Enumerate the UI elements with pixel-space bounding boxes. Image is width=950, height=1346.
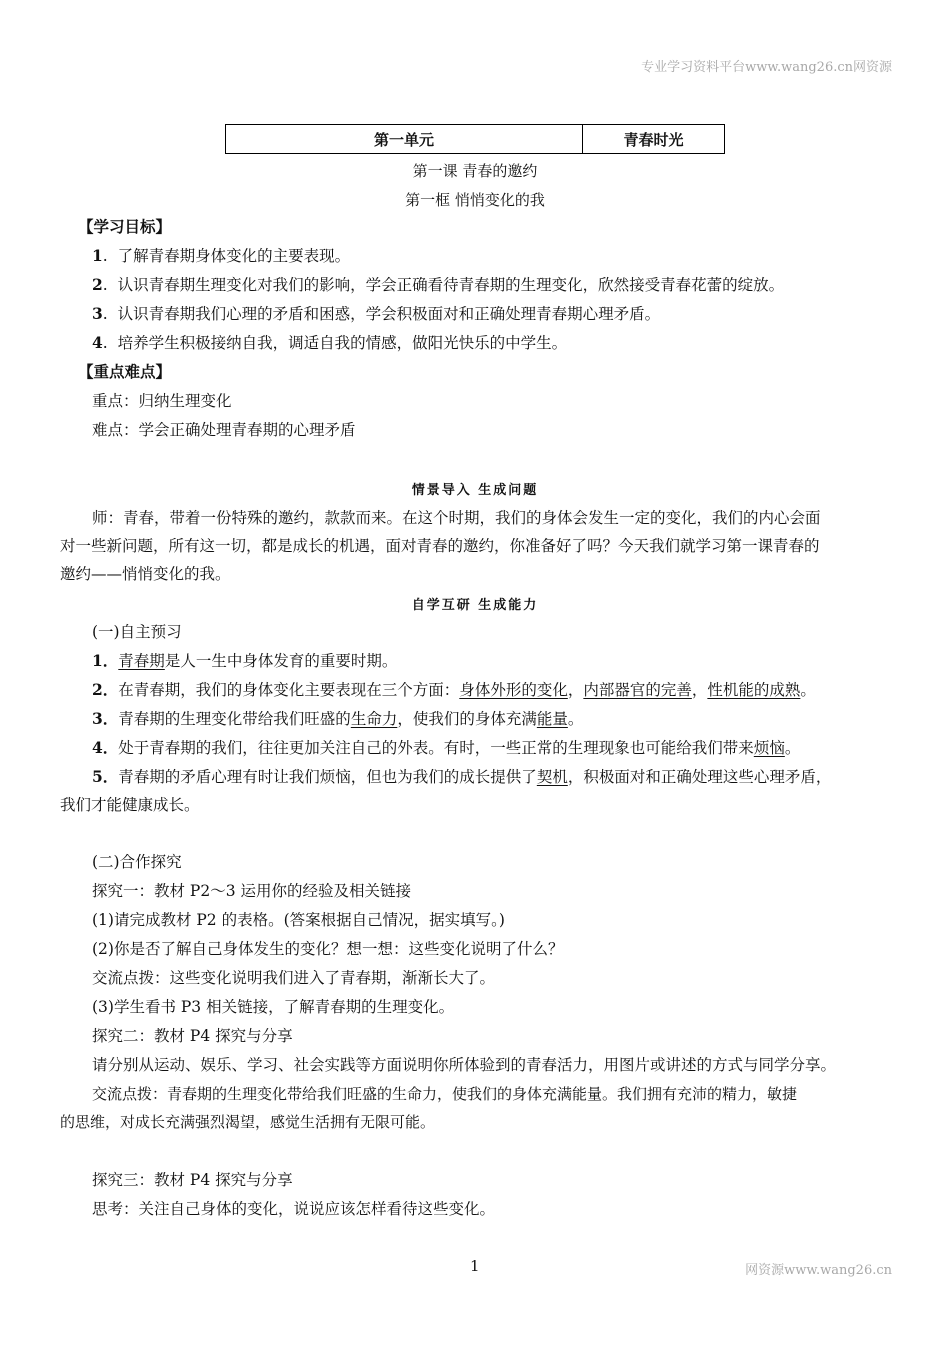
answer-blank: 青春期 <box>118 652 165 670</box>
key-point: 重点：归纳生理变化 <box>92 392 232 410</box>
answer-blank: 烦恼 <box>753 739 785 757</box>
objective-item: 1. 了解青春期身体变化的主要表现。 <box>92 246 351 265</box>
answer-blank: 生命力 <box>350 710 398 728</box>
intro-line: 邀约——悄悄变化的我。 <box>60 565 231 583</box>
inquiry-line: (1)请完成教材 P2 的表格。(答案根据自己情况，据实填写。) <box>92 911 505 929</box>
answer-blank: 性机能的成熟 <box>707 681 801 699</box>
inquiry-line: 探究三：教材 P4 探究与分享 <box>92 1171 293 1189</box>
objective-item: 2. 认识青春期生理变化对我们的影响，学会正确看待青春期的生理变化，欣然接受青春花蕾的绽放。 <box>92 275 785 294</box>
inquiry-line: 请分别从运动、娱乐、学习、社会实践等方面说明你所体验到的青春活力，用图片或讲述的方式与同学分享。 <box>92 1056 837 1074</box>
intro-line: 师：青春，带着一份特殊的邀约，款款而来。在这个时期，我们的身体会发生一定的变化，我们的内心会面 <box>92 509 821 527</box>
inquiry-line: 的思维，对成长充满强烈渴望，感觉生活拥有无限可能。 <box>60 1113 436 1131</box>
inquiry-line: (3)学生看书 P3 相关链接，了解青春期的生理变化。 <box>92 998 455 1016</box>
answer-blank: 身体外形的变化 <box>459 681 568 699</box>
unit-label: 第一单元 <box>226 125 583 153</box>
cooperate-subheading: (二)合作探究 <box>92 853 182 871</box>
keypoints-heading: 【重点难点】 <box>78 362 172 381</box>
preview-question-5: 5．青春期的矛盾心理有时让我们烦恼，但也为我们的成长提供了契机，积极面对和正确处理这些心理矛盾， <box>92 767 832 786</box>
objectives-heading: 【学习目标】 <box>78 217 172 236</box>
inquiry-line: 交流点拨：青春期的生理变化带给我们旺盛的生命力，使我们的身体充满能量。我们拥有充沛的精力，敏捷 <box>92 1085 798 1103</box>
inquiry-line: 探究二：教材 P4 探究与分享 <box>92 1027 293 1045</box>
preview-question-1: 1．青春期是人一生中身体发育的重要时期。 <box>92 651 398 670</box>
objective-item: 4. 培养学生积极接纳自我，调适自我的情感，做阳光快乐的中学生。 <box>92 333 568 352</box>
answer-blank: 内部器官的完善 <box>583 681 692 699</box>
inquiry-line: (2)你是否了解自己身体发生的变化？想一想：这些变化说明了什么？ <box>92 940 564 958</box>
unit-theme: 青春时光 <box>623 130 684 149</box>
frame-title: 第一框 悄悄变化的我 <box>405 191 545 209</box>
inquiry-line: 交流点拨：这些变化说明我们进入了青春期，渐渐长大了。 <box>92 969 496 987</box>
answer-blank: 契机 <box>536 768 568 786</box>
inquiry-line: 思考：关注自己身体的变化，说说应该怎样看待这些变化。 <box>92 1200 496 1218</box>
preview-question-2: 2．在青春期，我们的身体变化主要表现在三个方面：身体外形的变化，内部器官的完善，性机能的成熟。 <box>92 680 816 699</box>
preview-question-3: 3．青春期的生理变化带给我们旺盛的生命力，使我们的身体充满能量。 <box>92 709 584 728</box>
self-study-heading: 自学互研 生成能力 <box>411 598 539 613</box>
watermark-top: 专业学习资料平台www.wang26.cn网资源 <box>641 60 892 75</box>
intro-heading: 情景导入 生成问题 <box>411 483 539 498</box>
difficult-point: 难点：学会正确处理青春期的心理矛盾 <box>92 421 356 439</box>
unit-header-table <box>225 124 725 154</box>
self-study-subheading: (一)自主预习 <box>92 623 182 641</box>
answer-blank: 能量 <box>536 710 568 728</box>
inquiry-line: 探究一：教材 P2～3 运用你的经验及相关链接 <box>92 882 412 900</box>
preview-question-5-cont: 我们才能健康成长。 <box>60 796 200 814</box>
watermark-bottom: 网资源www.wang26.cn <box>745 1263 892 1278</box>
preview-question-4: 4．处于青春期的我们，往往更加关注自己的外表。有时，一些正常的生理现象也可能给我们带来烦恼。 <box>92 738 801 757</box>
objective-item: 3. 认识青春期我们心理的矛盾和困惑，学会积极面对和正确处理青春期心理矛盾。 <box>92 304 661 323</box>
intro-line: 对一些新问题，所有这一切，都是成长的机遇，面对青春的邀约，你准备好了吗？今天我们就学习第一课青春的 <box>60 537 820 555</box>
page-number: 1 <box>470 1257 480 1275</box>
lesson-title: 第一课 青春的邀约 <box>412 162 538 180</box>
